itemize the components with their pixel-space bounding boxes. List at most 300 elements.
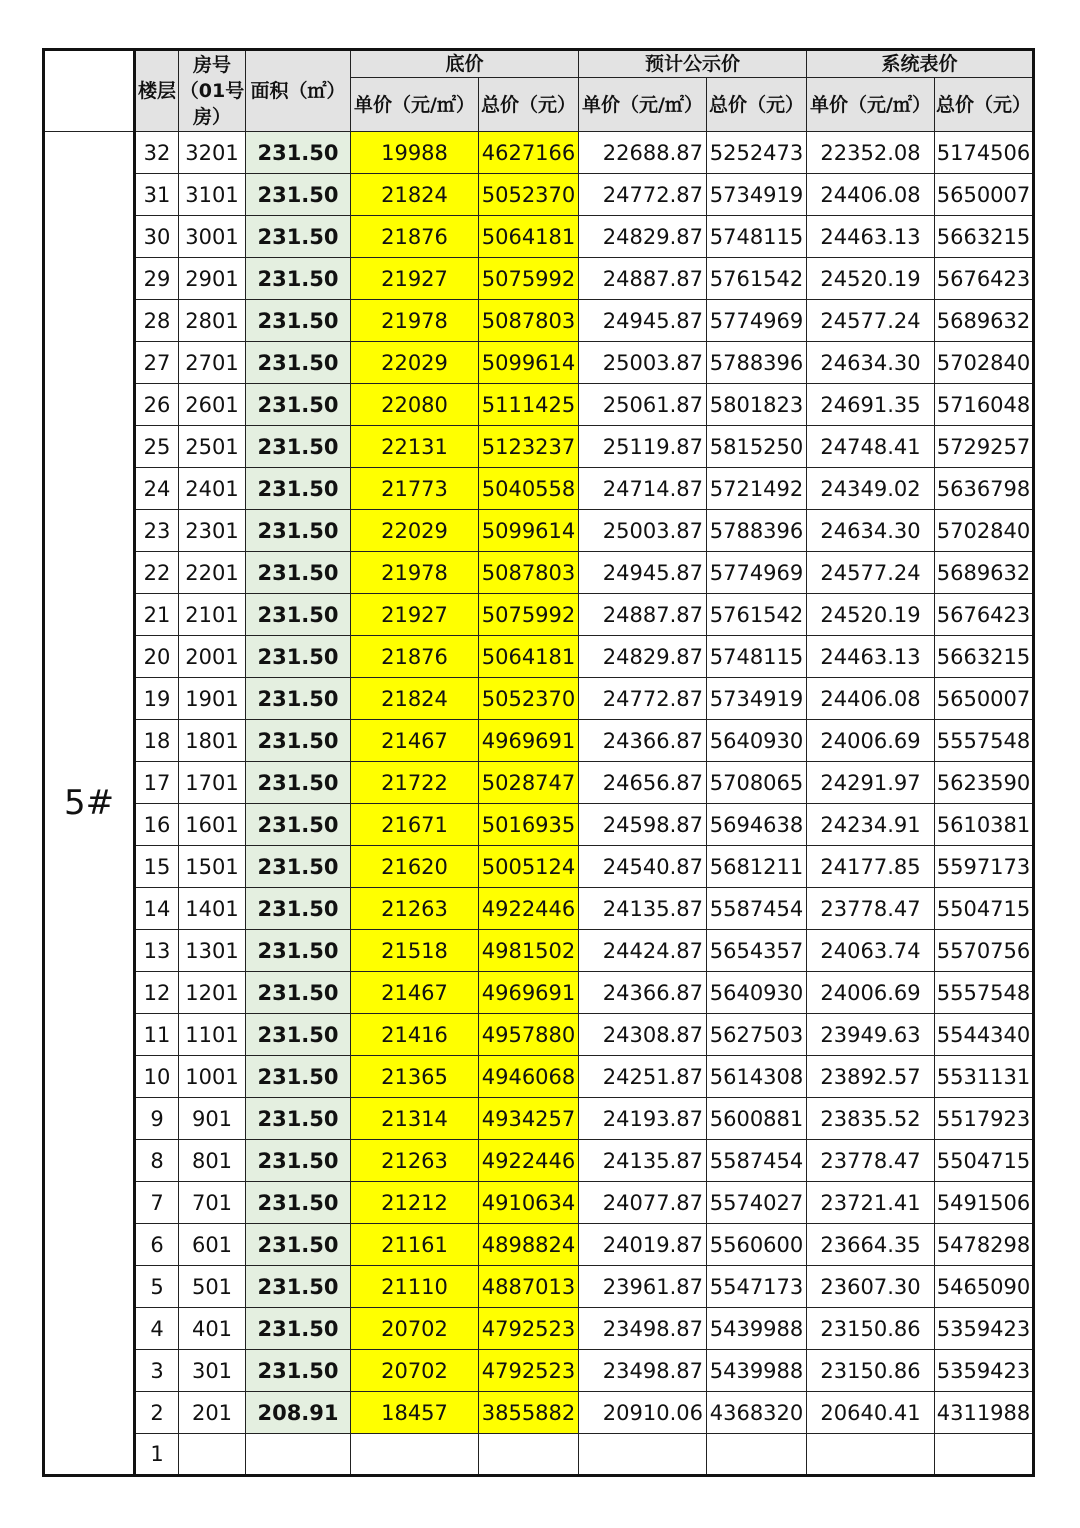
- public-total-price-cell: 5560600: [707, 1224, 807, 1266]
- public-total-price-cell: 5627503: [707, 1014, 807, 1056]
- system-total-price-cell: 5174506: [935, 132, 1034, 174]
- system-total-price-cell: 5702840: [935, 342, 1034, 384]
- system-unit-price-cell: 24006.69: [807, 720, 935, 762]
- base-unit-price-cell: 21314: [351, 1098, 479, 1140]
- public-unit-price-cell: 24656.87: [579, 762, 707, 804]
- base-total-price-cell: 4957880: [479, 1014, 579, 1056]
- floor-cell: 25: [135, 426, 179, 468]
- building-header-cell: [44, 50, 135, 132]
- floor-cell: 18: [135, 720, 179, 762]
- base-total-price-cell: 5087803: [479, 300, 579, 342]
- public-total-price-cell: 5721492: [707, 468, 807, 510]
- public-unit-price-cell: 22688.87: [579, 132, 707, 174]
- table-row: [44, 258, 1034, 300]
- base-total-price-cell: 5040558: [479, 468, 579, 510]
- floor-cell: 16: [135, 804, 179, 846]
- area-cell: 231.50: [246, 762, 351, 804]
- public-unit-price-cell: 24366.87: [579, 720, 707, 762]
- area-cell: 231.50: [246, 1224, 351, 1266]
- public-unit-price-cell: 23961.87: [579, 1266, 707, 1308]
- base-unit-price-cell: 21263: [351, 1140, 479, 1182]
- system-total-price-cell: 5597173: [935, 846, 1034, 888]
- room-cell: 1701: [179, 762, 246, 804]
- floor-cell: 8: [135, 1140, 179, 1182]
- room-cell: 3001: [179, 216, 246, 258]
- system-unit-price-cell: 23607.30: [807, 1266, 935, 1308]
- system-unit-price-cell: 24691.35: [807, 384, 935, 426]
- public-unit-price-cell: 23498.87: [579, 1308, 707, 1350]
- system-total-price-cell: 5676423: [935, 258, 1034, 300]
- base-total-price-cell: 4910634: [479, 1182, 579, 1224]
- system-total-price-cell: 5636798: [935, 468, 1034, 510]
- floor-cell: 24: [135, 468, 179, 510]
- table-row: [44, 1392, 1034, 1434]
- floor-cell: 21: [135, 594, 179, 636]
- area-cell: 231.50: [246, 930, 351, 972]
- public-total-price-cell: [707, 1434, 807, 1476]
- floor-cell: 12: [135, 972, 179, 1014]
- base-unit-price-cell: 21212: [351, 1182, 479, 1224]
- room-cell: 701: [179, 1182, 246, 1224]
- public-unit-price-cell: 24366.87: [579, 972, 707, 1014]
- public-unit-price-cell: 25061.87: [579, 384, 707, 426]
- room-cell: 2901: [179, 258, 246, 300]
- system-unit-price-cell: 23949.63: [807, 1014, 935, 1056]
- base-total-price-cell: 5099614: [479, 342, 579, 384]
- room-cell: 2001: [179, 636, 246, 678]
- floor-cell: 1: [135, 1434, 179, 1476]
- system-unit-price-cell: 24291.97: [807, 762, 935, 804]
- system-total-price-cell: 5465090: [935, 1266, 1034, 1308]
- room-cell: 3201: [179, 132, 246, 174]
- room-cell: 1101: [179, 1014, 246, 1056]
- base-unit-price-cell: [351, 1434, 479, 1476]
- area-cell: 231.50: [246, 636, 351, 678]
- room-cell: 601: [179, 1224, 246, 1266]
- floor-cell: 4: [135, 1308, 179, 1350]
- table-header: [44, 50, 1034, 132]
- floor-cell: 9: [135, 1098, 179, 1140]
- public-unit-price-cell: 24772.87: [579, 678, 707, 720]
- base-total-price-cell: 5052370: [479, 678, 579, 720]
- system-unit-price-cell: 24349.02: [807, 468, 935, 510]
- room-cell: 1401: [179, 888, 246, 930]
- room-cell: 2801: [179, 300, 246, 342]
- area-header: 面积（㎡）: [246, 50, 351, 132]
- system-unit-price-cell: 24634.30: [807, 342, 935, 384]
- public-price-header: 预计公示价: [579, 50, 807, 78]
- table-row: [44, 678, 1034, 720]
- floor-cell: 6: [135, 1224, 179, 1266]
- room-cell: 2701: [179, 342, 246, 384]
- public-total-price-cell: 5815250: [707, 426, 807, 468]
- system-total-price-cell: 5478298: [935, 1224, 1034, 1266]
- system-unit-price-cell: 24406.08: [807, 174, 935, 216]
- base-total-price-cell: 4792523: [479, 1350, 579, 1392]
- floor-cell: 27: [135, 342, 179, 384]
- system-total-price-cell: 5491506: [935, 1182, 1034, 1224]
- system-total-price-cell: 5557548: [935, 972, 1034, 1014]
- area-cell: [246, 1434, 351, 1476]
- table-row: [44, 846, 1034, 888]
- public-unit-price-cell: 24887.87: [579, 594, 707, 636]
- public-total-price-cell: 5734919: [707, 678, 807, 720]
- public-total-price-cell: 5600881: [707, 1098, 807, 1140]
- public-unit-price-cell: 24714.87: [579, 468, 707, 510]
- area-cell: 231.50: [246, 972, 351, 1014]
- base-total-price-cell: 3855882: [479, 1392, 579, 1434]
- base-total-price-cell: 5099614: [479, 510, 579, 552]
- room-cell: 801: [179, 1140, 246, 1182]
- system-total-price-cell: 4311988: [935, 1392, 1034, 1434]
- public-unit-price-cell: 24019.87: [579, 1224, 707, 1266]
- system-unit-price-cell: 24748.41: [807, 426, 935, 468]
- public-total-price-cell: 5734919: [707, 174, 807, 216]
- public-total-price-cell: 5654357: [707, 930, 807, 972]
- area-cell: 231.50: [246, 258, 351, 300]
- table-row: [44, 1434, 1034, 1476]
- base-unit-price-cell: 20702: [351, 1350, 479, 1392]
- system-unit-price-cell: 24063.74: [807, 930, 935, 972]
- room-cell: 1001: [179, 1056, 246, 1098]
- public-unit-price-cell: 24540.87: [579, 846, 707, 888]
- base-unit-price-cell: 21620: [351, 846, 479, 888]
- floor-cell: 26: [135, 384, 179, 426]
- system-total-price-cell: 5610381: [935, 804, 1034, 846]
- system-total-price-cell: 5702840: [935, 510, 1034, 552]
- table-row: [44, 594, 1034, 636]
- system-total-price-cell: [935, 1434, 1034, 1476]
- base-total-price-cell: 4627166: [479, 132, 579, 174]
- public-unit-price-cell: 24772.87: [579, 174, 707, 216]
- system-total-price-cell: 5676423: [935, 594, 1034, 636]
- system-total-price-cell: 5570756: [935, 930, 1034, 972]
- base-unit-price-cell: 21927: [351, 258, 479, 300]
- base-total-price-cell: 5028747: [479, 762, 579, 804]
- table-row: [44, 762, 1034, 804]
- area-cell: 231.50: [246, 594, 351, 636]
- system-total-price-cell: 5517923: [935, 1098, 1034, 1140]
- public-total-header: 总价（元）: [707, 78, 807, 132]
- floor-cell: 13: [135, 930, 179, 972]
- table-row: [44, 216, 1034, 258]
- price-table: [42, 48, 1035, 1477]
- public-total-price-cell: 5439988: [707, 1350, 807, 1392]
- public-unit-price-cell: 24829.87: [579, 216, 707, 258]
- base-unit-price-cell: 21416: [351, 1014, 479, 1056]
- room-cell: 2101: [179, 594, 246, 636]
- system-total-price-cell: 5557548: [935, 720, 1034, 762]
- base-total-price-cell: 4969691: [479, 720, 579, 762]
- table-row: [44, 552, 1034, 594]
- area-cell: 231.50: [246, 1350, 351, 1392]
- base-unit-price-cell: 22080: [351, 384, 479, 426]
- system-unit-price-cell: 24406.08: [807, 678, 935, 720]
- base-unit-price-cell: 22029: [351, 510, 479, 552]
- table-row: [44, 1266, 1034, 1308]
- base-unit-price-cell: 21467: [351, 972, 479, 1014]
- table-row: [44, 174, 1034, 216]
- system-unit-header: 单价（元/㎡）: [807, 78, 935, 132]
- floor-cell: 19: [135, 678, 179, 720]
- base-total-price-cell: 5016935: [479, 804, 579, 846]
- floor-cell: 15: [135, 846, 179, 888]
- table-body: [44, 132, 1034, 1476]
- base-unit-price-cell: 21773: [351, 468, 479, 510]
- system-unit-price-cell: [807, 1434, 935, 1476]
- public-unit-price-cell: 24193.87: [579, 1098, 707, 1140]
- floor-cell: 5: [135, 1266, 179, 1308]
- room-cell: 1901: [179, 678, 246, 720]
- area-cell: 208.91: [246, 1392, 351, 1434]
- system-total-price-cell: 5663215: [935, 636, 1034, 678]
- floor-cell: 7: [135, 1182, 179, 1224]
- system-unit-price-cell: 24520.19: [807, 594, 935, 636]
- system-unit-price-cell: 23150.86: [807, 1308, 935, 1350]
- system-unit-price-cell: 24234.91: [807, 804, 935, 846]
- base-total-price-cell: 5123237: [479, 426, 579, 468]
- system-unit-price-cell: 20640.41: [807, 1392, 935, 1434]
- table-row: [44, 1014, 1034, 1056]
- system-unit-price-cell: 24634.30: [807, 510, 935, 552]
- floor-cell: 2: [135, 1392, 179, 1434]
- system-total-price-cell: 5650007: [935, 174, 1034, 216]
- area-cell: 231.50: [246, 1182, 351, 1224]
- system-unit-price-cell: 23150.86: [807, 1350, 935, 1392]
- base-unit-price-cell: 21518: [351, 930, 479, 972]
- table-row: [44, 930, 1034, 972]
- area-cell: 231.50: [246, 1014, 351, 1056]
- system-total-price-cell: 5716048: [935, 384, 1034, 426]
- area-cell: 231.50: [246, 1140, 351, 1182]
- base-total-price-cell: [479, 1434, 579, 1476]
- public-unit-price-cell: 24251.87: [579, 1056, 707, 1098]
- base-unit-price-cell: 21824: [351, 678, 479, 720]
- system-total-price-cell: 5504715: [935, 888, 1034, 930]
- room-cell: 401: [179, 1308, 246, 1350]
- system-unit-price-cell: 23778.47: [807, 1140, 935, 1182]
- room-cell: 3101: [179, 174, 246, 216]
- public-total-price-cell: 5788396: [707, 510, 807, 552]
- floor-cell: 11: [135, 1014, 179, 1056]
- room-cell: 1801: [179, 720, 246, 762]
- floor-cell: 17: [135, 762, 179, 804]
- public-unit-price-cell: [579, 1434, 707, 1476]
- floor-cell: 10: [135, 1056, 179, 1098]
- public-total-price-cell: 5801823: [707, 384, 807, 426]
- area-cell: 231.50: [246, 720, 351, 762]
- public-total-price-cell: 5774969: [707, 300, 807, 342]
- public-total-price-cell: 5681211: [707, 846, 807, 888]
- area-cell: 231.50: [246, 510, 351, 552]
- room-cell: 1501: [179, 846, 246, 888]
- system-unit-price-cell: 22352.08: [807, 132, 935, 174]
- table-row: [44, 804, 1034, 846]
- room-cell: 2401: [179, 468, 246, 510]
- table-row: [44, 972, 1034, 1014]
- system-total-price-cell: 5689632: [935, 552, 1034, 594]
- system-unit-price-cell: 24463.13: [807, 636, 935, 678]
- area-cell: 231.50: [246, 426, 351, 468]
- base-unit-price-cell: 21467: [351, 720, 479, 762]
- base-unit-price-cell: 21978: [351, 300, 479, 342]
- system-unit-price-cell: 23778.47: [807, 888, 935, 930]
- table-row: [44, 510, 1034, 552]
- room-cell: 901: [179, 1098, 246, 1140]
- public-total-price-cell: 5439988: [707, 1308, 807, 1350]
- floor-header: 楼层: [135, 50, 179, 132]
- table-row: [44, 636, 1034, 678]
- table-row: [44, 384, 1034, 426]
- table-row: [44, 1140, 1034, 1182]
- public-total-price-cell: 5640930: [707, 720, 807, 762]
- room-cell: 2501: [179, 426, 246, 468]
- system-unit-price-cell: 23721.41: [807, 1182, 935, 1224]
- public-unit-header: 单价（元/㎡）: [579, 78, 707, 132]
- public-unit-price-cell: 24077.87: [579, 1182, 707, 1224]
- area-cell: 231.50: [246, 1056, 351, 1098]
- area-cell: 231.50: [246, 216, 351, 258]
- system-total-price-cell: 5544340: [935, 1014, 1034, 1056]
- public-total-price-cell: 5640930: [707, 972, 807, 1014]
- public-total-price-cell: 5694638: [707, 804, 807, 846]
- public-total-price-cell: 5252473: [707, 132, 807, 174]
- room-header: 房号（01号房）: [179, 50, 246, 132]
- room-cell: 1201: [179, 972, 246, 1014]
- public-unit-price-cell: 25003.87: [579, 510, 707, 552]
- table-row: [44, 342, 1034, 384]
- system-total-price-cell: 5359423: [935, 1350, 1034, 1392]
- room-cell: 1301: [179, 930, 246, 972]
- room-cell: 301: [179, 1350, 246, 1392]
- floor-cell: 14: [135, 888, 179, 930]
- base-total-price-cell: 5052370: [479, 174, 579, 216]
- base-unit-price-cell: 21824: [351, 174, 479, 216]
- area-cell: 231.50: [246, 846, 351, 888]
- base-unit-price-cell: 18457: [351, 1392, 479, 1434]
- public-unit-price-cell: 24829.87: [579, 636, 707, 678]
- building-label: 5#: [44, 132, 135, 1476]
- floor-cell: 31: [135, 174, 179, 216]
- base-unit-price-cell: 21876: [351, 216, 479, 258]
- base-unit-price-cell: 21110: [351, 1266, 479, 1308]
- area-cell: 231.50: [246, 468, 351, 510]
- base-total-price-cell: 4946068: [479, 1056, 579, 1098]
- public-total-price-cell: 5587454: [707, 888, 807, 930]
- system-total-price-cell: 5504715: [935, 1140, 1034, 1182]
- room-cell: 2601: [179, 384, 246, 426]
- system-total-header: 总价（元）: [935, 78, 1034, 132]
- system-unit-price-cell: 24577.24: [807, 300, 935, 342]
- floor-cell: 30: [135, 216, 179, 258]
- base-unit-header: 单价（元/㎡）: [351, 78, 479, 132]
- public-total-price-cell: 5708065: [707, 762, 807, 804]
- room-cell: 2301: [179, 510, 246, 552]
- system-total-price-cell: 5729257: [935, 426, 1034, 468]
- public-total-price-cell: 5587454: [707, 1140, 807, 1182]
- table-row: [44, 1182, 1034, 1224]
- room-cell: [179, 1434, 246, 1476]
- public-unit-price-cell: 24887.87: [579, 258, 707, 300]
- base-total-price-cell: 4898824: [479, 1224, 579, 1266]
- base-price-header: 底价: [351, 50, 579, 78]
- base-unit-price-cell: 21876: [351, 636, 479, 678]
- base-unit-price-cell: 19988: [351, 132, 479, 174]
- public-unit-price-cell: 24945.87: [579, 552, 707, 594]
- area-cell: 231.50: [246, 132, 351, 174]
- base-unit-price-cell: 21671: [351, 804, 479, 846]
- public-unit-price-cell: 24945.87: [579, 300, 707, 342]
- system-unit-price-cell: 23835.52: [807, 1098, 935, 1140]
- public-unit-price-cell: 24308.87: [579, 1014, 707, 1056]
- public-unit-price-cell: 25119.87: [579, 426, 707, 468]
- system-unit-price-cell: 24463.13: [807, 216, 935, 258]
- table-row: [44, 300, 1034, 342]
- room-cell: 1601: [179, 804, 246, 846]
- floor-cell: 22: [135, 552, 179, 594]
- system-total-price-cell: 5359423: [935, 1308, 1034, 1350]
- base-total-price-cell: 5064181: [479, 636, 579, 678]
- system-total-price-cell: 5650007: [935, 678, 1034, 720]
- room-cell: 501: [179, 1266, 246, 1308]
- public-total-price-cell: 4368320: [707, 1392, 807, 1434]
- floor-cell: 3: [135, 1350, 179, 1392]
- area-cell: 231.50: [246, 1308, 351, 1350]
- table-row: [44, 1308, 1034, 1350]
- base-total-price-cell: 5087803: [479, 552, 579, 594]
- area-cell: 231.50: [246, 888, 351, 930]
- public-unit-price-cell: 24135.87: [579, 1140, 707, 1182]
- room-cell: 2201: [179, 552, 246, 594]
- base-unit-price-cell: 21722: [351, 762, 479, 804]
- public-unit-price-cell: 24598.87: [579, 804, 707, 846]
- area-cell: 231.50: [246, 1098, 351, 1140]
- base-unit-price-cell: 22029: [351, 342, 479, 384]
- public-total-price-cell: 5748115: [707, 636, 807, 678]
- system-total-price-cell: 5689632: [935, 300, 1034, 342]
- floor-cell: 32: [135, 132, 179, 174]
- system-unit-price-cell: 24577.24: [807, 552, 935, 594]
- table-row: [44, 132, 1034, 174]
- area-cell: 231.50: [246, 552, 351, 594]
- system-total-price-cell: 5623590: [935, 762, 1034, 804]
- base-total-price-cell: 4887013: [479, 1266, 579, 1308]
- public-total-price-cell: 5547173: [707, 1266, 807, 1308]
- area-cell: 231.50: [246, 300, 351, 342]
- area-cell: 231.50: [246, 174, 351, 216]
- system-price-header: 系统表价: [807, 50, 1034, 78]
- table-row: [44, 468, 1034, 510]
- system-unit-price-cell: 24520.19: [807, 258, 935, 300]
- base-total-price-cell: 5064181: [479, 216, 579, 258]
- system-unit-price-cell: 23892.57: [807, 1056, 935, 1098]
- table-row: [44, 720, 1034, 762]
- base-unit-price-cell: 21263: [351, 888, 479, 930]
- table-row: [44, 1056, 1034, 1098]
- room-cell: 201: [179, 1392, 246, 1434]
- public-unit-price-cell: 25003.87: [579, 342, 707, 384]
- table-row: [44, 1224, 1034, 1266]
- area-cell: 231.50: [246, 678, 351, 720]
- base-total-price-cell: 4792523: [479, 1308, 579, 1350]
- base-unit-price-cell: 21978: [351, 552, 479, 594]
- base-total-price-cell: 4934257: [479, 1098, 579, 1140]
- base-unit-price-cell: 21927: [351, 594, 479, 636]
- base-total-price-cell: 4922446: [479, 888, 579, 930]
- area-cell: 231.50: [246, 384, 351, 426]
- base-unit-price-cell: 21365: [351, 1056, 479, 1098]
- public-total-price-cell: 5574027: [707, 1182, 807, 1224]
